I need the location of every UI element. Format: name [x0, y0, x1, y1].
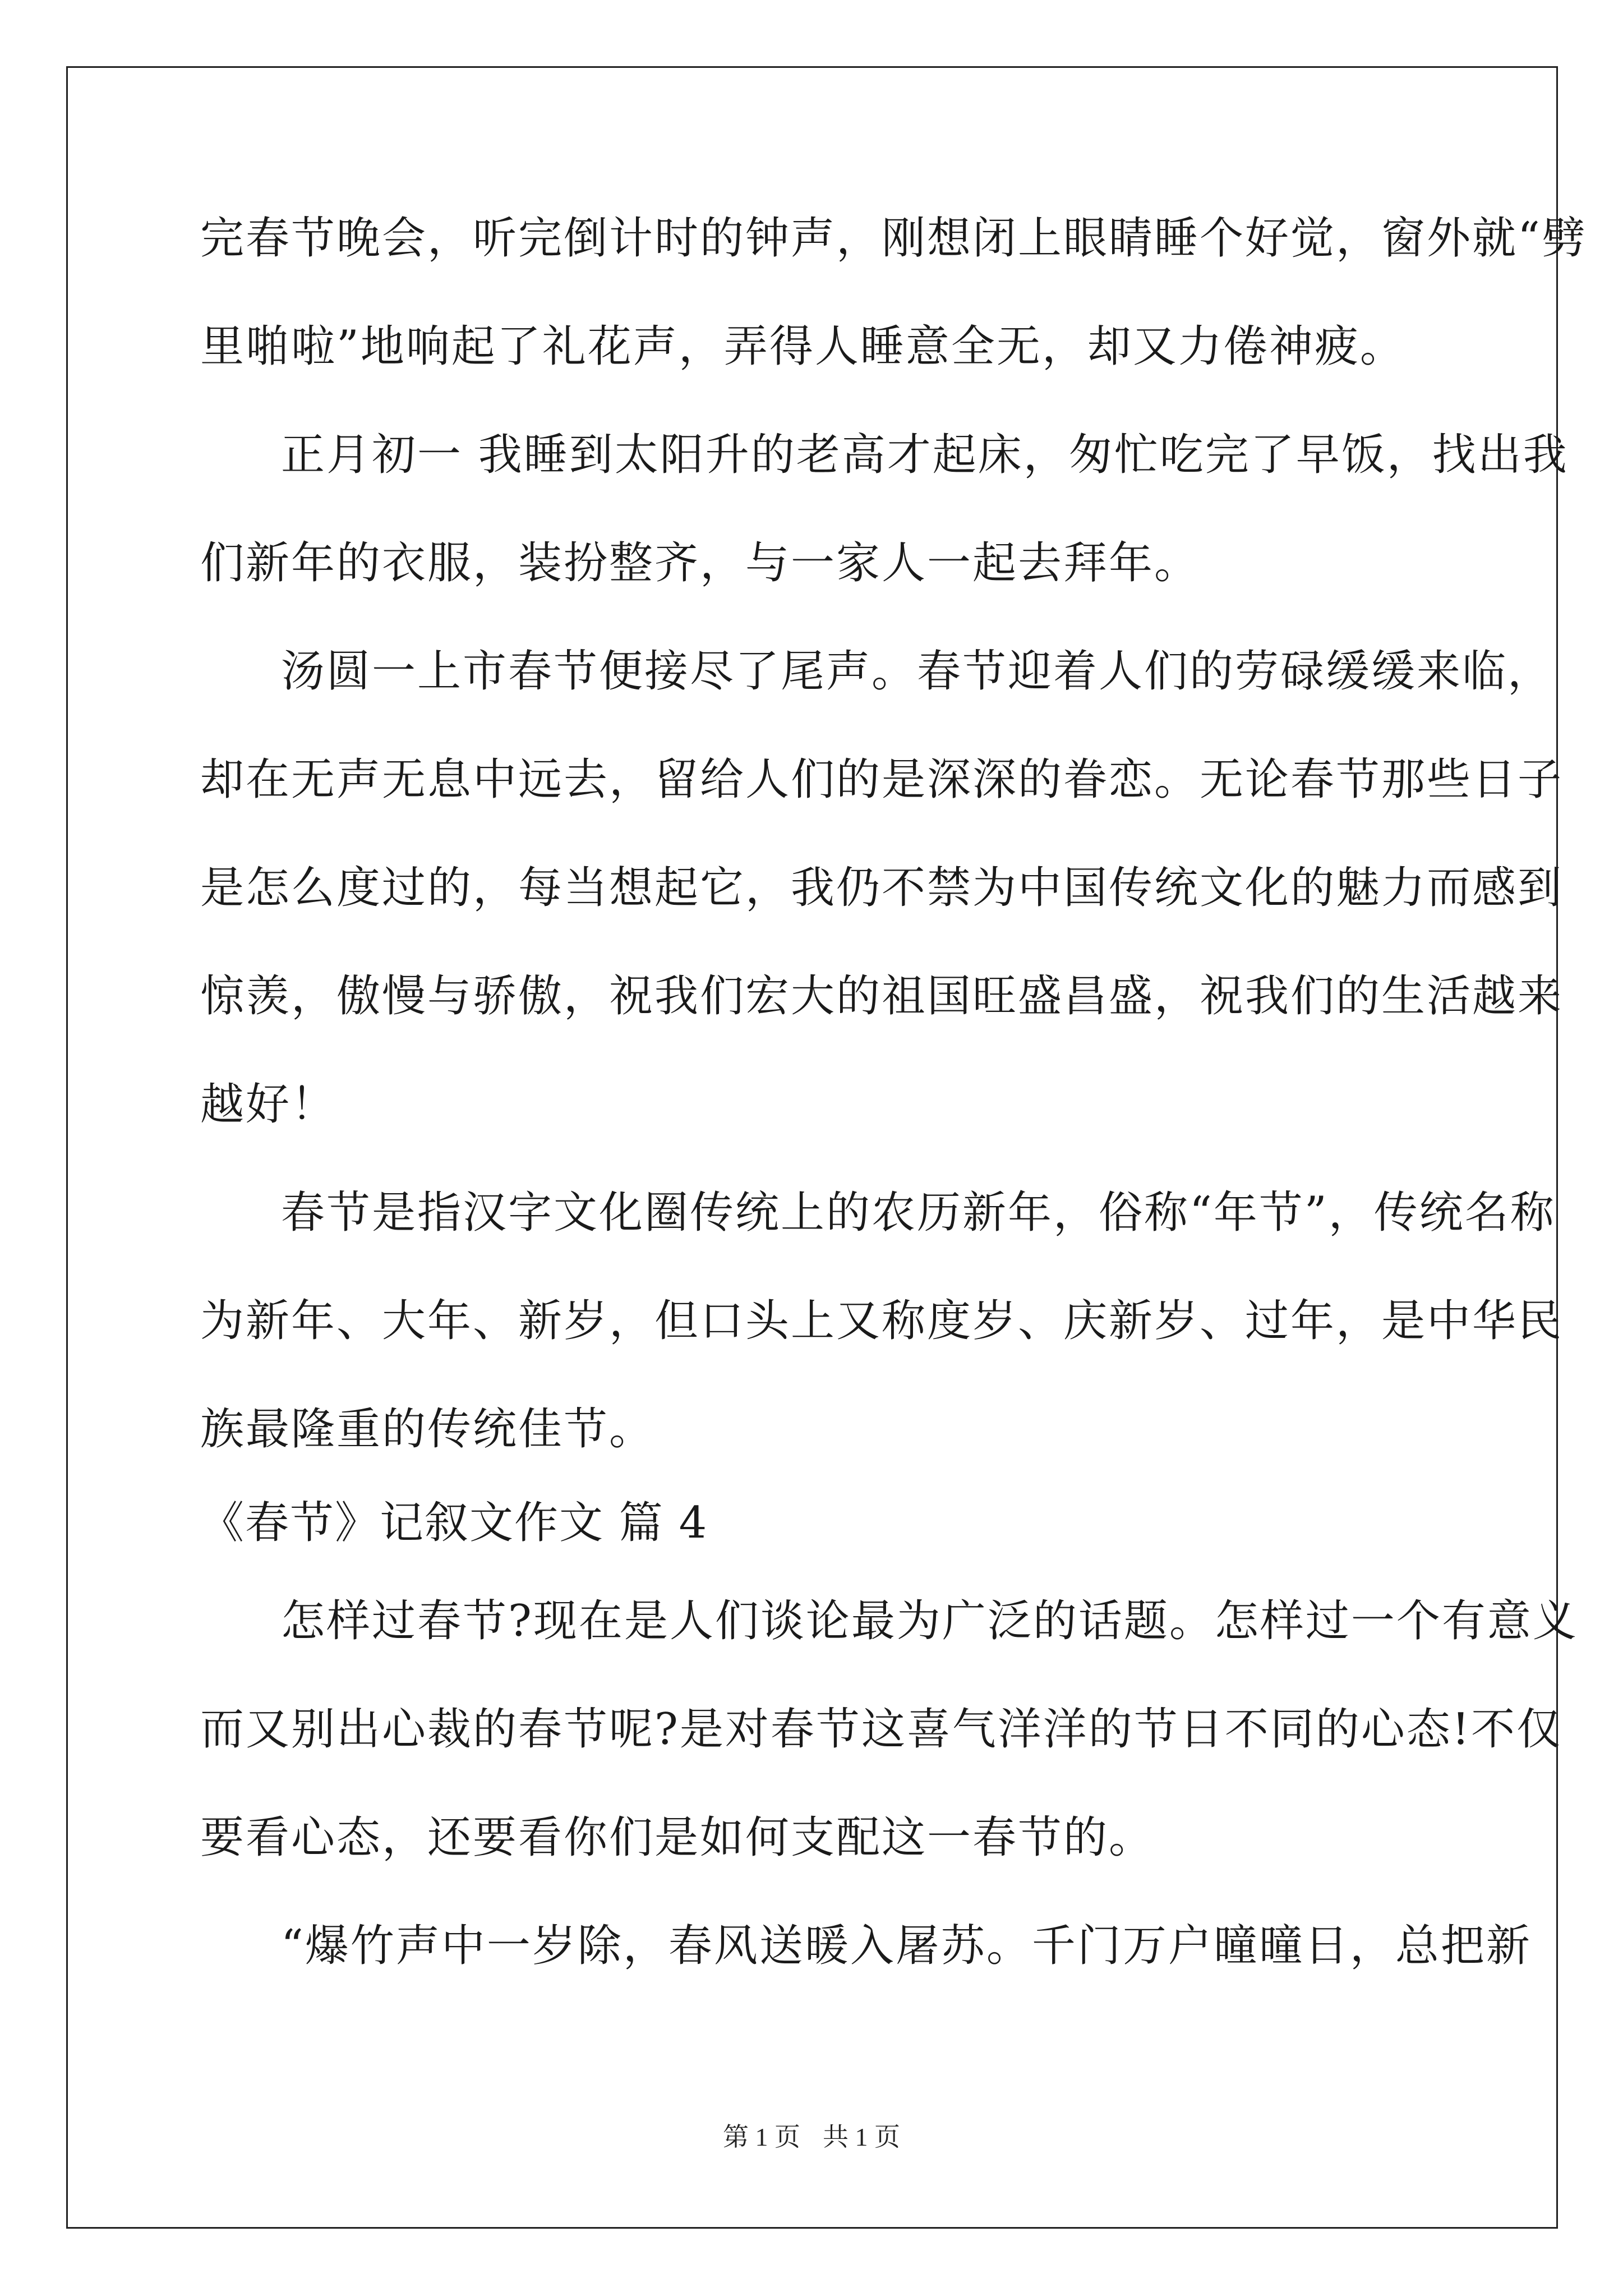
- page-footer: [0, 2120, 1623, 2154]
- text-line: 却在无声无息中远去，留给人们的是深深的眷恋。无论春节那些日子: [200, 754, 1564, 805]
- text-line: 是怎么度过的，每当想起它，我仍不禁为中国传统文化的魅力而感到: [200, 863, 1564, 913]
- page-total: 共 1 页: [823, 2123, 900, 2151]
- paragraph-start-line: 怎样过春节?现在是人们谈论最为广泛的话题。怎样过一个有意义: [281, 1596, 1578, 1646]
- text-line: 族最隆重的传统佳节。: [200, 1404, 655, 1455]
- text-line: 里啪啦”地响起了礼花声，弄得人睡意全无，却又力倦神疲。: [200, 321, 1405, 372]
- text-line: 越好！: [200, 1079, 337, 1130]
- text-line: 为新年、大年、新岁，但口头上又称度岁、庆新岁、过年，是中华民: [200, 1296, 1564, 1346]
- text-line: 完春节晚会，听完倒计时的钟声，刚想闭上眼睛睡个好觉，窗外就“劈: [200, 213, 1587, 264]
- paragraph-start-line: “爆竹声中一岁除，春风送暖入屠苏。千门万户曈曈日，总把新: [281, 1921, 1532, 1971]
- paragraph-start-line: 汤圆一上市春节便接尽了尾声。春节迎着人们的劳碌缓缓来临，: [281, 646, 1553, 697]
- page-number: 第 1 页: [723, 2123, 800, 2151]
- paragraph-start-line: 春节是指汉字文化圈传统上的农历新年，俗称“年节”，传统名称: [281, 1188, 1556, 1238]
- paragraph-start-line: 正月初一 我睡到太阳升的老高才起床，匆忙吃完了早饭，找出我: [281, 430, 1569, 480]
- section-heading: 《春节》记叙文作文 篇 4: [200, 1498, 708, 1548]
- text-line: 而又别出心裁的春节呢?是对春节这喜气洋洋的节日不同的心态!不仅: [200, 1704, 1562, 1755]
- page-border: [66, 66, 1587, 2229]
- text-line: 惊羡，傲慢与骄傲，祝我们宏大的祖国旺盛昌盛，祝我们的生活越来: [200, 971, 1564, 1022]
- text-line: 们新年的衣服，装扮整齐，与一家人一起去拜年。: [200, 538, 1200, 588]
- text-line: 要看心态，还要看你们是如何支配这一春节的。: [200, 1812, 1155, 1863]
